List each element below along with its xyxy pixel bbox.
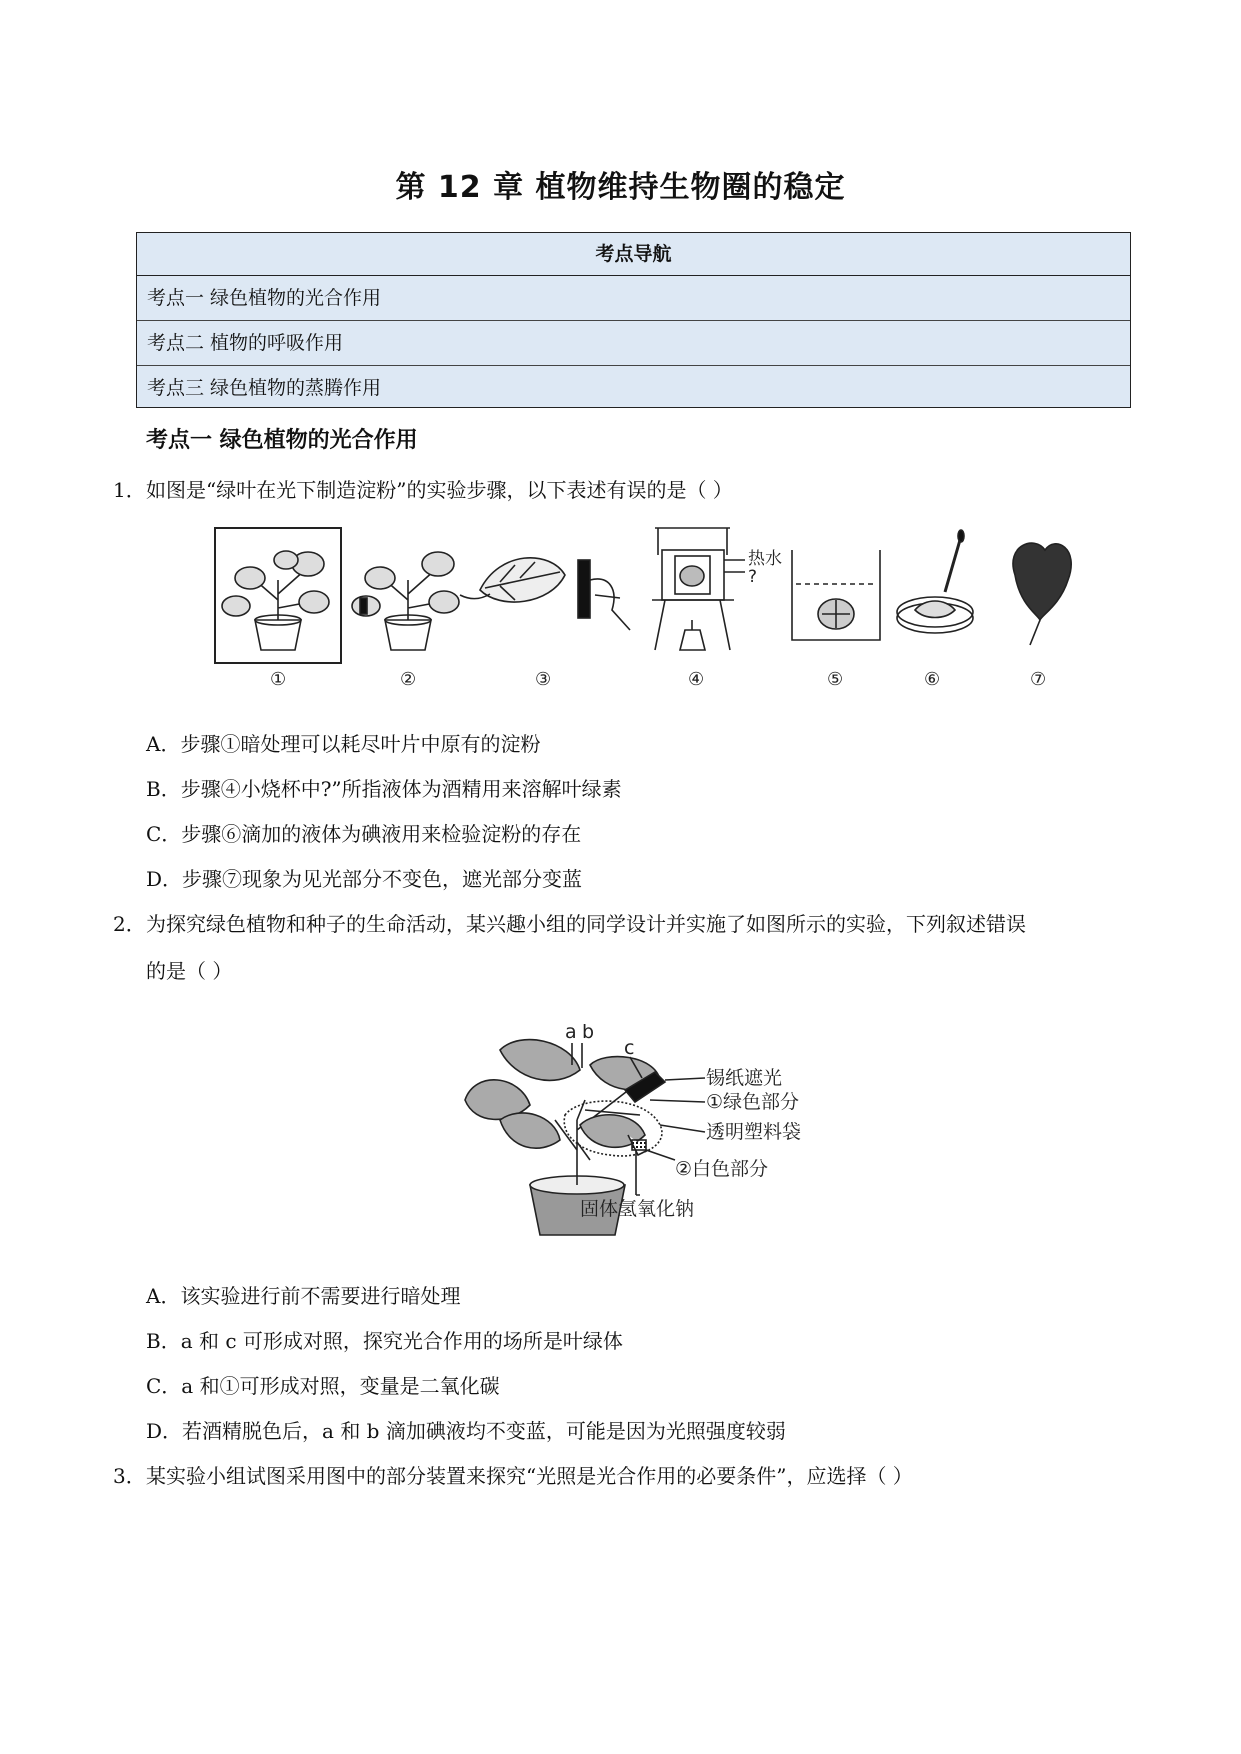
nav-item-3[interactable]: 考点三 绿色植物的蒸腾作用 [147, 377, 382, 399]
q2-option-b[interactable]: B．a 和 c 可形成对照，探究光合作用的场所是叶绿体 [146, 1329, 623, 1353]
q2-option-a[interactable]: A．该实验进行前不需要进行暗处理 [146, 1284, 461, 1308]
question-3 [113, 1460, 913, 1489]
q1-option-d[interactable]: D．步骤⑦现象为见光部分不变色，遮光部分变蓝 [146, 867, 583, 891]
q1-option-c[interactable]: C．步骤⑥滴加的液体为碘液用来检验淀粉的存在 [146, 822, 582, 846]
question-text: 如图是“绿叶在光下制造淀粉”的实验步骤，以下表述有误的是（ ） [146, 478, 733, 502]
foil-label: 锡纸遮光 [706, 1067, 783, 1089]
question-text: 某实验小组试图采用图中的部分装置来探究“光照是光合作用的必要条件”，应选择（ ） [146, 1464, 913, 1488]
plant-experiment-figure [460, 1010, 820, 1240]
step-label-3: ③ [535, 669, 552, 690]
nav-item-2[interactable]: 考点二 植物的呼吸作用 [137, 321, 1130, 366]
step-label-1: ① [270, 669, 287, 690]
nav-header: 考点导航 [137, 233, 1130, 276]
label-b: b [582, 1021, 595, 1043]
question-2 [113, 908, 1026, 937]
question-1 [113, 474, 733, 503]
page-title: 第 12 章 植物维持生物圈的稳定 [395, 170, 846, 205]
q1-option-b[interactable]: B．步骤④小烧杯中?”所指液体为酒精用来溶解叶绿素 [146, 777, 622, 801]
nav-item-1[interactable]: 考点一 绿色植物的光合作用 [137, 276, 1130, 321]
q2-option-c[interactable]: C．a 和①可形成对照，变量是二氧化碳 [146, 1374, 500, 1398]
topic-navigation [136, 232, 1131, 408]
step-label-6: ⑥ [924, 669, 941, 690]
step-label-4: ④ [688, 669, 705, 690]
question-number: 2． [113, 912, 146, 936]
step-label-2: ② [400, 669, 417, 690]
question-text-line1: 为探究绿色植物和种子的生命活动，某兴趣小组的同学设计并实施了如图所示的实验，下列叙述错误 [146, 912, 1026, 936]
question-number: 3． [113, 1464, 146, 1488]
q2-option-d[interactable]: D．若酒精脱色后，a 和 b 滴加碘液均不变蓝，可能是因为光照强度较弱 [146, 1419, 786, 1443]
q1-option-a[interactable]: A．步骤①暗处理可以耗尽叶片中原有的淀粉 [146, 732, 541, 756]
question-2-line2: 的是（ ） [146, 959, 233, 983]
green-part-label: ①绿色部分 [706, 1091, 800, 1113]
section-heading: 考点一 绿色植物的光合作用 [146, 428, 418, 453]
label-a: a [565, 1021, 577, 1043]
step-label-7: ⑦ [1030, 669, 1047, 690]
step-label-5: ⑤ [827, 669, 844, 690]
white-part-label: ②白色部分 [675, 1158, 769, 1180]
naoh-label: 固体氢氧化钠 [580, 1198, 695, 1220]
hot-water-label: 热水 [748, 549, 782, 569]
question-mark-label: ? [748, 567, 758, 587]
bag-label: 透明塑料袋 [706, 1121, 802, 1143]
label-c: c [624, 1037, 635, 1059]
question-number: 1． [113, 478, 146, 502]
experiment-steps-figure [200, 520, 1080, 690]
